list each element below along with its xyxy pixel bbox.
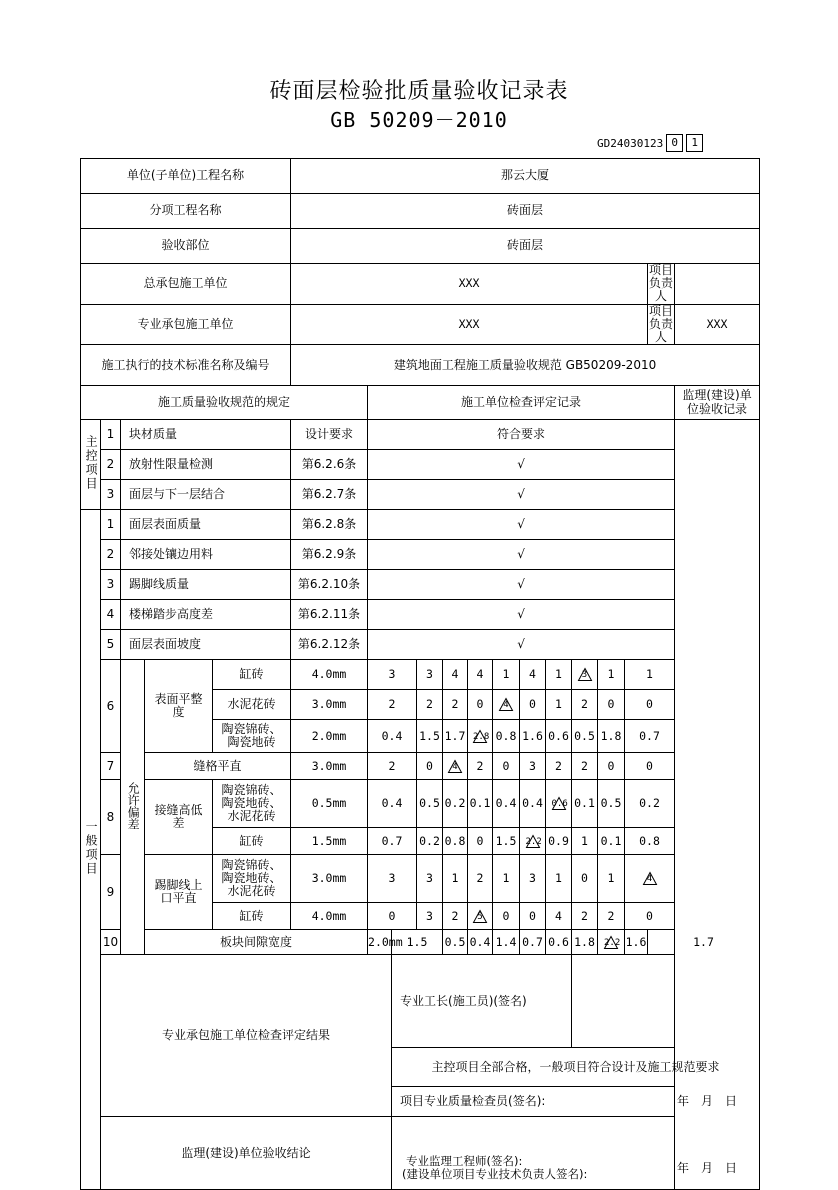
r6-val-1[interactable]: 0.4 (368, 720, 417, 753)
gi-result-5[interactable]: √ (368, 630, 675, 660)
r9-val-1[interactable]: 0 (368, 903, 417, 930)
r10-val-6[interactable]: 0.6 (546, 930, 572, 955)
mc-name-3: 面层与下一层结合 (121, 480, 291, 510)
main-control-label: 主控项目 (81, 420, 101, 510)
supervisor-header: 监理(建设)单位验收记录 (675, 386, 760, 420)
sub-project-value[interactable]: 砖面层 (291, 194, 760, 229)
mc-result-3[interactable]: √ (368, 480, 675, 510)
mc-req-2: 第6.2.6条 (291, 450, 368, 480)
standard-label: 施工执行的技术标准名称及编号 (81, 345, 291, 386)
page-title: 砖面层检验批质量验收记录表 (269, 79, 569, 104)
r6-val-6[interactable]: 0 (520, 690, 546, 720)
r6-val-4[interactable]: 0 (468, 690, 493, 720)
inspector-label: 项目专业质量检查员(签名): (400, 1094, 546, 1109)
r9-val-6[interactable]: 0 (520, 903, 546, 930)
r8-val-2[interactable]: 0.2 (417, 828, 443, 855)
r10-val-7[interactable]: 1.8 (572, 930, 598, 955)
r9-val-5[interactable]: 0 (493, 903, 520, 930)
gi-result-4[interactable]: √ (368, 600, 675, 630)
r10-val-2[interactable]: 0.5 (443, 930, 468, 955)
r6-val-7[interactable]: 0.6 (546, 720, 572, 753)
r6-val-2[interactable]: 2 (417, 690, 443, 720)
gi-req-4: 第6.2.11条 (291, 600, 368, 630)
r6-val-10[interactable]: 1 (625, 660, 675, 690)
r10-no: 10 (101, 930, 121, 955)
r7-val-4[interactable]: 2 (468, 753, 493, 780)
r7-val-5[interactable]: 0 (493, 753, 520, 780)
r9-val-10[interactable]: 0 (625, 903, 675, 930)
r6-val-3[interactable]: 2 (443, 690, 468, 720)
standard-code: GB 50209－2010 (330, 108, 508, 132)
gi-name-5: 面层表面坡度 (121, 630, 291, 660)
r6-val-1[interactable]: 2 (368, 690, 417, 720)
r8-mat-2: 缸砖 (213, 828, 291, 855)
r6-val-10[interactable]: 0.7 (625, 720, 675, 753)
r6-val-5[interactable] (493, 690, 520, 720)
general-label: 一般项目 (81, 510, 101, 1190)
mc-no-3: 3 (101, 480, 121, 510)
r6-val-3[interactable]: 4 (443, 660, 468, 690)
r9-val-3[interactable]: 2 (443, 903, 468, 930)
r8-val-8[interactable]: 1 (572, 828, 598, 855)
r6-val-8[interactable] (572, 660, 598, 690)
r8-val-7[interactable]: 0.9 (546, 828, 572, 855)
r6-val-4[interactable] (468, 720, 493, 753)
r8-val-9[interactable]: 0.1 (598, 828, 625, 855)
r10-val-8[interactable] (598, 930, 625, 955)
r8-val-9[interactable]: 0.5 (598, 780, 625, 828)
r7-name: 缝格平直 (145, 753, 291, 780)
r8-val-10[interactable]: 0.2 (625, 780, 675, 828)
warning-triangle-icon: 2.8 (473, 731, 490, 742)
r8-val-6[interactable] (520, 828, 546, 855)
r9-val-10[interactable] (625, 855, 675, 903)
r8-val-2[interactable]: 0.5 (417, 780, 443, 828)
r7-val-3[interactable] (443, 753, 468, 780)
r6-val-7[interactable]: 1 (546, 660, 572, 690)
r9-val-2[interactable]: 3 (417, 855, 443, 903)
r9-mat-2: 缸砖 (213, 903, 291, 930)
r8-val-5[interactable]: 0.4 (493, 780, 520, 828)
supervisor-date: 年 月 日 (677, 1161, 738, 1176)
r9-val-9[interactable]: 1 (598, 855, 625, 903)
gi-no-1: 1 (101, 510, 121, 540)
gi-req-1: 第6.2.8条 (291, 510, 368, 540)
r7-val-6[interactable]: 3 (520, 753, 546, 780)
r8-tol-2: 1.5mm (291, 828, 368, 855)
r8-val-4[interactable]: 0.1 (468, 780, 493, 828)
gi-result-2[interactable]: √ (368, 540, 675, 570)
r7-val-8[interactable]: 2 (572, 753, 598, 780)
engineer-label: 专业监理工程师(签名): (406, 1154, 523, 1169)
inspection-table (80, 158, 760, 1190)
r6-val-5[interactable]: 0.8 (493, 720, 520, 753)
r9-val-3[interactable]: 1 (443, 855, 468, 903)
r10-val-3[interactable]: 0.4 (468, 930, 493, 955)
r6-val-6[interactable]: 1.6 (520, 720, 546, 753)
mc-name-2: 放射性限量检测 (121, 450, 291, 480)
supervisor-check-label: 监理(建设)单位验收结论 (101, 1117, 392, 1190)
gi-no-5: 5 (101, 630, 121, 660)
r6-val-2[interactable]: 3 (417, 660, 443, 690)
r9-val-1[interactable]: 3 (368, 855, 417, 903)
r8-val-5[interactable]: 1.5 (493, 828, 520, 855)
gi-name-4: 楼梯踏步高度差 (121, 600, 291, 630)
pm-value-2[interactable]: XXX (675, 304, 760, 345)
r8-val-1[interactable]: 0.7 (368, 828, 417, 855)
r9-val-2[interactable]: 3 (417, 903, 443, 930)
r10-val-4[interactable]: 1.4 (493, 930, 520, 955)
r6-mat-2: 水泥花砖 (213, 690, 291, 720)
general-contractor-label: 总承包施工单位 (81, 264, 291, 305)
gi-no-3: 3 (101, 570, 121, 600)
r8-val-3[interactable]: 0.2 (443, 780, 468, 828)
r6-val-7[interactable]: 1 (546, 690, 572, 720)
r6-mat-3: 陶瓷锦砖、陶瓷地砖 (213, 720, 291, 753)
r9-val-4[interactable]: 2 (468, 855, 493, 903)
r9-tol-2: 4.0mm (291, 903, 368, 930)
r7-val-9[interactable]: 0 (598, 753, 625, 780)
gi-result-3[interactable]: √ (368, 570, 675, 600)
gi-no-2: 2 (101, 540, 121, 570)
warning-triangle-icon: 2.2 (604, 937, 621, 948)
form-box-1[interactable]: 0 (666, 134, 683, 152)
gi-no-4: 4 (101, 600, 121, 630)
mc-result-2[interactable]: √ (368, 450, 675, 480)
unit-project-label: 单位(子单位)工程名称 (81, 159, 291, 194)
r8-val-8[interactable]: 0.1 (572, 780, 598, 828)
record-header: 施工单位检查评定记录 (368, 386, 675, 420)
r10-val-9[interactable]: 1.6 (625, 930, 648, 955)
contractor-conclusion[interactable]: 主控项目全部合格，一般项目符合设计及施工规范要求 (392, 1048, 760, 1087)
form-code-text: GD24030123 (597, 136, 664, 150)
mc-name-1: 块材质量 (121, 420, 291, 450)
r9-val-4[interactable] (468, 903, 493, 930)
r8-name: 接缝高低差 (145, 780, 213, 855)
part-value[interactable]: 砖面层 (291, 229, 760, 264)
foreman-label: 专业工长(施工员)(签名) (392, 955, 572, 1048)
gi-name-3: 踢脚线质量 (121, 570, 291, 600)
r7-no: 7 (101, 753, 121, 780)
r7-tol: 3.0mm (291, 753, 368, 780)
warning-triangle-icon: 0.6 (551, 799, 568, 810)
warning-triangle-icon: 3 (578, 668, 592, 681)
warning-triangle-icon: 4 (448, 760, 462, 773)
r10-val-1[interactable]: 1.5 (392, 930, 443, 955)
form-code (597, 134, 703, 152)
r10-val-5[interactable]: 0.7 (520, 930, 546, 955)
deviation-label: 允许偏差 (121, 660, 145, 955)
gi-req-3: 第6.2.10条 (291, 570, 368, 600)
gi-name-1: 面层表面质量 (121, 510, 291, 540)
r9-val-7[interactable]: 1 (546, 855, 572, 903)
r8-tol-1: 0.5mm (291, 780, 368, 828)
mc-req-3: 第6.2.7条 (291, 480, 368, 510)
warning-triangle-icon: 4 (499, 698, 513, 711)
part-label: 验收部位 (81, 229, 291, 264)
r8-val-7[interactable] (546, 780, 572, 828)
r9-name: 踢脚线上口平直 (145, 855, 213, 930)
r8-val-1[interactable]: 0.4 (368, 780, 417, 828)
mc-result-1[interactable]: 符合要求 (368, 420, 675, 450)
sub-contractor-label: 专业承包施工单位 (81, 304, 291, 345)
r7-val-10[interactable]: 0 (625, 753, 675, 780)
r6-val-6[interactable]: 4 (520, 660, 546, 690)
r9-tol-1: 3.0mm (291, 855, 368, 903)
r6-val-1[interactable]: 3 (368, 660, 417, 690)
r8-val-3[interactable]: 0.8 (443, 828, 468, 855)
mc-no-1: 1 (101, 420, 121, 450)
r9-no: 9 (101, 855, 121, 930)
r8-val-4[interactable]: 0 (468, 828, 493, 855)
r6-tol-3: 2.0mm (291, 720, 368, 753)
warning-triangle-icon: 5 (473, 910, 487, 923)
sub-contractor-value[interactable]: XXX (291, 304, 648, 345)
contractor-date: 年 月 日 (677, 1094, 738, 1109)
r6-val-9[interactable]: 0 (598, 690, 625, 720)
r9-mat-1: 陶瓷锦砖、陶瓷地砖、水泥花砖 (213, 855, 291, 903)
r9-val-8[interactable]: 2 (572, 903, 598, 930)
r6-no: 6 (101, 660, 121, 753)
r9-val-8[interactable]: 0 (572, 855, 598, 903)
r6-val-8[interactable]: 2 (572, 690, 598, 720)
owner-label: (建设单位项目专业技术负责人签名): (402, 1167, 588, 1182)
pm-label-1: 项目负责人 (649, 263, 674, 304)
r8-val-6[interactable]: 0.4 (520, 780, 546, 828)
r8-mat-1: 陶瓷锦砖、陶瓷地砖、水泥花砖 (213, 780, 291, 828)
inspector-row[interactable] (392, 1087, 760, 1117)
standard-value[interactable]: 建筑地面工程施工质量验收规范 GB50209-2010 (291, 345, 760, 386)
r6-tol-1: 4.0mm (291, 660, 368, 690)
mc-no-2: 2 (101, 450, 121, 480)
gi-result-1[interactable]: √ (368, 510, 675, 540)
r6-val-4[interactable]: 4 (468, 660, 493, 690)
r6-tol-2: 3.0mm (291, 690, 368, 720)
gi-req-2: 第6.2.9条 (291, 540, 368, 570)
r6-val-3[interactable]: 1.7 (443, 720, 468, 753)
r7-val-2[interactable]: 0 (417, 753, 443, 780)
r9-val-9[interactable]: 2 (598, 903, 625, 930)
pm-value-1[interactable] (675, 264, 760, 305)
warning-triangle-icon: 2.2 (525, 836, 542, 847)
r8-val-10[interactable]: 0.8 (625, 828, 675, 855)
r10-val-10[interactable]: 1.7 (648, 930, 760, 955)
r6-name: 表面平整度 (145, 660, 213, 753)
contractor-check-label: 专业承包施工单位检查评定结果 (101, 955, 392, 1117)
r6-val-2[interactable]: 1.5 (417, 720, 443, 753)
r6-val-9[interactable]: 1.8 (598, 720, 625, 753)
general-contractor-value[interactable]: XXX (291, 264, 648, 305)
r6-val-10[interactable]: 0 (625, 690, 675, 720)
r10-tol: 2.0mm (368, 930, 392, 955)
sub-project-label: 分项工程名称 (81, 194, 291, 229)
gi-name-2: 邻接处镶边用料 (121, 540, 291, 570)
unit-project-value[interactable]: 那云大厦 (291, 159, 760, 194)
r10-name: 板块间隙宽度 (145, 930, 368, 955)
r6-val-9[interactable]: 1 (598, 660, 625, 690)
r9-val-7[interactable]: 4 (546, 903, 572, 930)
gi-req-5: 第6.2.12条 (291, 630, 368, 660)
spec-header: 施工质量验收规范的规定 (81, 386, 368, 420)
r8-no: 8 (101, 780, 121, 855)
foreman-sign[interactable] (572, 955, 675, 1048)
warning-triangle-icon: 4 (643, 872, 657, 885)
mc-req-1: 设计要求 (291, 420, 368, 450)
form-box-2[interactable]: 1 (686, 134, 703, 152)
r6-val-5[interactable]: 1 (493, 660, 520, 690)
supervisor-sign-area[interactable] (392, 1117, 760, 1190)
r6-mat-1: 缸砖 (213, 660, 291, 690)
r9-val-6[interactable]: 3 (520, 855, 546, 903)
r7-val-7[interactable]: 2 (546, 753, 572, 780)
r7-val-1[interactable]: 2 (368, 753, 417, 780)
r9-val-5[interactable]: 1 (493, 855, 520, 903)
pm-label-2: 项目负责人 (649, 303, 674, 344)
r6-val-8[interactable]: 0.5 (572, 720, 598, 753)
